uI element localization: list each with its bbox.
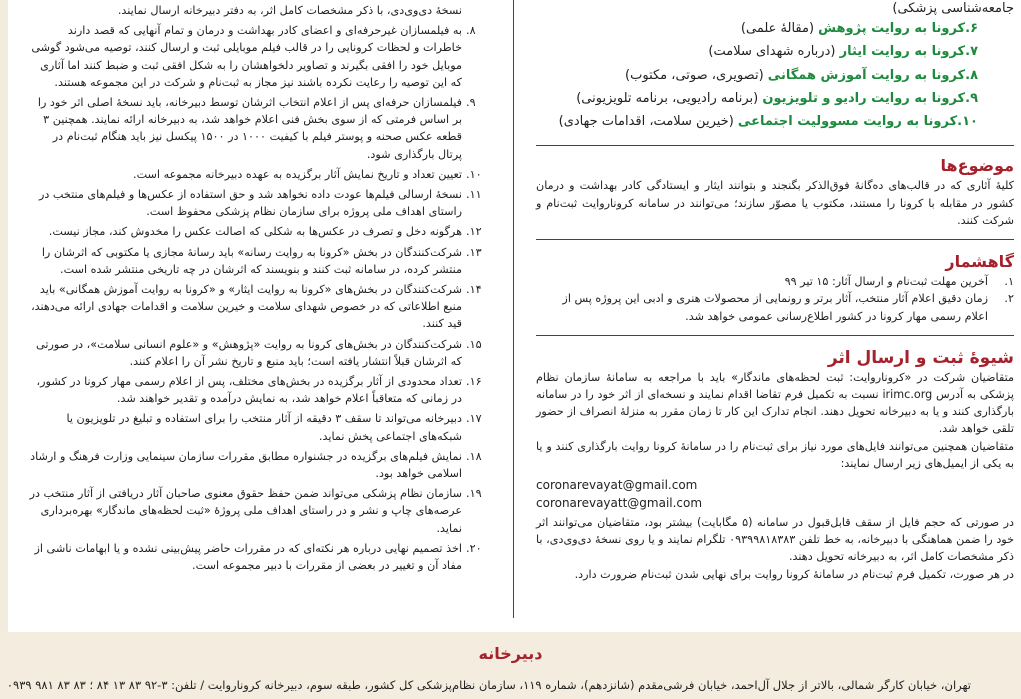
schedule-text: زمان دقیق اعلام آثار منتخب، آثار برتر و رونمایی از محصولات هنری و ادبی این پروژه پس از اعلام رسمی مهار کرونا در کشور اطلاع‌رسانی عمومی خواهد شد. (562, 292, 988, 323)
category-item (536, 64, 1014, 87)
email-link-2[interactable]: coronarevayatt@gmail.com (536, 495, 703, 510)
submission-para-2: متقاضیان همچنین می‌توانند فایل‌های مورد نیاز برای ثبت‌نام را در سامانهٔ کرونا روایت بارگذاری کنند و یا به یکی از ایمیل‌های زیر ارسال نمایند: (536, 439, 1014, 470)
rule-text: هرگونه دخل و تصرف در عکس‌ها به شکلی که اصالت عکس را مخدوش کند، مجاز نیست. (48, 225, 462, 239)
prize-top-line: جامعه‌شناسی پزشکی) (892, 1, 1014, 16)
rules-column (26, 2, 492, 577)
rule-item (26, 166, 492, 183)
rule-number: ۱۷. (466, 412, 482, 426)
rule-item (26, 336, 492, 370)
rule-item (26, 281, 492, 333)
rule-number: ۱۰. (466, 167, 482, 181)
schedule-number: ۲. (1004, 292, 1014, 306)
category-list (536, 17, 1014, 133)
rule-number: ۱۴. (466, 283, 482, 297)
rule-number: ۱۳. (466, 245, 482, 259)
category-title: کرونا به روایت مسوولیت اجتماعی (737, 114, 958, 130)
rule-number: ۹. (466, 96, 476, 110)
rule-text: فیلمسازان حرفه‌ای پس از اعلام انتخاب اثرشان توسط دبیرخانه، باید نسخهٔ اصلی اثر خود را بر اساس فرمتی که از سوی بخش فنی اعلام خواهد شد، به دبیرخانه ارائه نمایند. همچنین ۳ قطعه عکس صحنه و پوستر فیلم با کیفیت ۱۰۰۰ در ۱۵۰۰ پیکسل نیز باید هنگام ثبت‌نام در پرتال بارگذاری شود. (37, 96, 462, 161)
rule-item (26, 2, 492, 19)
rule-item (26, 410, 492, 444)
document-page (8, 0, 1021, 632)
schedule-item (536, 273, 1014, 290)
rule-item (26, 540, 492, 574)
rule-item (26, 373, 492, 407)
rule-item (26, 223, 492, 240)
rule-item (26, 22, 492, 91)
rule-item (26, 485, 492, 537)
submission-para-1: متقاضیان شرکت در «کرونا‌روایت: ثبت لحظه‌های ماندگار» باید با مراجعه به سامانهٔ سازمان نظام پزشکی به آدرس irimc.org نسبت به تکمیل فرم تقاضا اقدام نمایند و نسخه‌ای از اثر خود را در سامانه بارگذاری کنند و یا به دبیرخانه تحویل دهند. انجام تدارک این کار تا زمان مقرر به منزلهٔ انصراف از حضور تلقی خواهد شد. (536, 370, 1014, 436)
topics-text: کلیهٔ آثاری که در قالب‌های ده‌گانهٔ فوق‌الذکر بگنجند و بتوانند ایثار و ایستادگی کادر بهداشت و درمان کشور در مقابله با کرونا را مستند، مکتوب یا مصوّر سازند؛ می‌توانند در سامانه کرونا‌روایت ثبت‌نام و شرکت کنند. (536, 179, 1014, 227)
schedule-item (536, 290, 1014, 324)
rule-text: شرکت‌کنندگان در بخش «کرونا به روایت رسانه» باید رسانهٔ مجازی یا مکتوبی که اثرشان را منتشر کرده، در سامانه ثبت کنند و بنویسند که اثرشان در چه تاریخی منتشر شده است. (41, 245, 462, 276)
rule-number: ۸. (466, 24, 476, 38)
category-title: کرونا به روایت ایثار (839, 44, 966, 60)
schedule-number: ۱. (1004, 275, 1014, 289)
rule-item (26, 94, 492, 163)
rule-number: ۱۲. (466, 225, 482, 239)
rule-text: تعداد محدودی از آثار برگزیده در بخش‌های مختلف، پس از اعلام رسمی مهار کرونا در کشور، در زمانی که متعاقباً اعلام خواهد شد، به نمایش درآمده و تقدیر خواهند شد. (36, 375, 462, 406)
rule-number: ۱۵. (466, 337, 482, 351)
submission-para-4: در هر صورت، تکمیل فرم ثبت‌نام در سامانهٔ کرونا روایت برای نهایی شدن ثبت‌نام ضرورت دارد. (574, 567, 1014, 581)
rule-text: شرکت‌کنندگان در بخش‌های «کرونا به روایت ایثار» و «کرونا به روایت آموزش همگانی» باید منبع اطلاعاتی که در خصوص شهدای سلامت و خیرین سلامت و اقدامات جهادی ارائه می‌دهند، قید کنند. (31, 283, 462, 331)
rule-text: اخذ تصمیم نهایی درباره هر نکته‌ای که در مقررات حاضر پیش‌بینی نشده و یا ابهامات ناشی از مفاد آن و تغییر در بعضی از مقررات با دبیر مجموعه است. (34, 541, 462, 573)
rule-number: ۱۶. (466, 375, 482, 389)
rule-text: نمایش فیلم‌های برگزیده در جشنواره مطابق مقررات سازمان سینمایی وزارت فرهنگ و ارشاد اسلامی خواهد بود. (30, 449, 462, 481)
category-number: ۶. (965, 21, 978, 36)
rule-item (26, 448, 492, 482)
rule-number: ۲۰. (466, 541, 482, 555)
submission-para-3: در صورتی که حجم فایل از سقف قابل‌قبول در سامانه (۵ مگابایت) بیشتر بود، متقاضیان می‌توانند اثر خود را ضمن هماهنگی با دبیرخانه، به خط تلفن ۰۹۳۹۹۸۱۸۳۸۳ تلگرام نمایند و یا روی نسخهٔ دی‌وی‌دی، با ذکر مشخصات کامل اثر، به دبیرخانه تحویل دهند. (536, 515, 1015, 564)
category-desc: (برنامه رادیویی، برنامه تلویزیونی) (576, 90, 759, 106)
schedule-list (536, 273, 1014, 325)
footer-address: تهران، خیابان کارگر شمالی، بالاتر از جلال آل‌احمد، خیابان فرشی‌مقدم (شانزدهم)، شماره ۱۱۹، سازمان نظام‌پزشکی کل کشور، طبقه سوم، دبیرخانه کرونا‌روایت / تلفن: ۳-۹۲ ۸۳ ۱۳ ۸۴ ؛ ۸۳ ۸۳ ۹۸۱ ۰۹۳۹ (6, 678, 971, 692)
rule-text: شرکت‌کنندگان در بخش‌های کرونا به روایت «پژوهش» و «علوم انسانی سلامت»، در صورتی که اثرشان قبلاً انتشار یافته است؛ باید منبع و تاریخ نشر آن را اعلام کنند. (36, 337, 462, 368)
category-number: ۹. (965, 90, 978, 106)
category-number: ۱۰. (957, 114, 978, 130)
divider-line (536, 239, 1014, 240)
category-item (536, 17, 1014, 40)
category-desc: (تصویری، صوتی، مکتوب) (625, 67, 764, 83)
category-number: ۸. (965, 67, 978, 83)
category-number: ۷. (965, 44, 978, 60)
submission-heading: شیوهٔ ثبت و ارسال اثر (827, 347, 1014, 368)
rule-text: دبیرخانه می‌تواند تا سقف ۳ دقیقه از آثار منتخب را برای استفاده و تبلیغ در تلویزیون یا شبکه‌های اجتماعی پخش نماید. (66, 412, 462, 443)
footer-title: دبیرخانه (478, 644, 543, 663)
rule-text: تعیین تعداد و تاریخ نمایش آثار برگزیده به عهده دبیرخانه مجموعه است. (133, 167, 462, 181)
rule-item (26, 244, 492, 278)
divider-line (536, 335, 1014, 336)
rule-text: سازمان نظام پزشکی می‌تواند ضمن حفظ حقوق معنوی صاحبان آثار دریافتی از آثار منتخب در عرصه‌های چاپ و نشر و در راستای اهداف ملی پروژهٔ «ثبت لحظه‌های ماندگار» بهره‌برداری نماید. (29, 487, 462, 535)
footer (0, 632, 1021, 699)
topics-heading: موضوع‌ها (940, 156, 1014, 176)
category-desc: (درباره شهدای سلامت) (708, 44, 836, 60)
category-title: کرونا به روایت رادیو و تلویزیون (762, 90, 966, 106)
column-divider (513, 0, 514, 618)
rule-text: نسخهٔ ارسالی فیلم‌ها عودت داده نخواهد شد و حق استفاده از عکس‌ها و فیلم‌های منتخب در راستای اهداف ملی پروژه برای سازمان نظام پزشکی محفوظ است. (38, 188, 462, 219)
schedule-text: آخرین مهلت ثبت‌نام و ارسال آثار: ۱۵ تیر ۹۹ (784, 275, 988, 289)
category-title: کرونا به روایت پژوهش (818, 21, 966, 36)
category-desc: (مقالهٔ علمی) (740, 21, 815, 36)
rule-number: ۱۹. (466, 487, 482, 501)
schedule-heading: گاهشمار (945, 252, 1014, 272)
rules-list (26, 2, 492, 574)
rule-number: ۱۸. (466, 449, 482, 463)
divider-line (536, 145, 1014, 146)
rule-item (26, 186, 492, 220)
category-item (536, 40, 1014, 63)
rule-text: به فیلمسازان غیرحرفه‌ای و اعضای کادر بهداشت و درمان و تمام آنهایی که قصد دارند خاطرات و لحظات کرونایی را در قالب فیلم موبایلی ثبت و ارسال کنند، توصیه می‌شود گوشی موبایل خود را افقی بگیرند و تصاویر دلخواهشان را به شکل افقی ثبت و ضبط کنند اما آثاری که این توصیه را رعایت نکرده باشند نیز مجاز به ثبت‌نام و شرکت در این مجموعه هستند. (31, 24, 462, 89)
category-item (536, 110, 1014, 133)
email-link-1[interactable]: coronarevayat@gmail.com (536, 477, 698, 492)
rule-number: ۱۱. (466, 188, 482, 202)
category-title: کرونا به روایت آموزش همگانی (767, 67, 966, 83)
rule-text: نسخهٔ دی‌وی‌دی، با ذکر مشخصات کامل اثر، به دفتر دبیرخانه ارسال نمایند. (117, 4, 462, 17)
info-column (536, 0, 1014, 583)
category-desc: (خیرین سلامت، اقدامات جهادی) (558, 114, 734, 130)
category-item (536, 87, 1014, 110)
